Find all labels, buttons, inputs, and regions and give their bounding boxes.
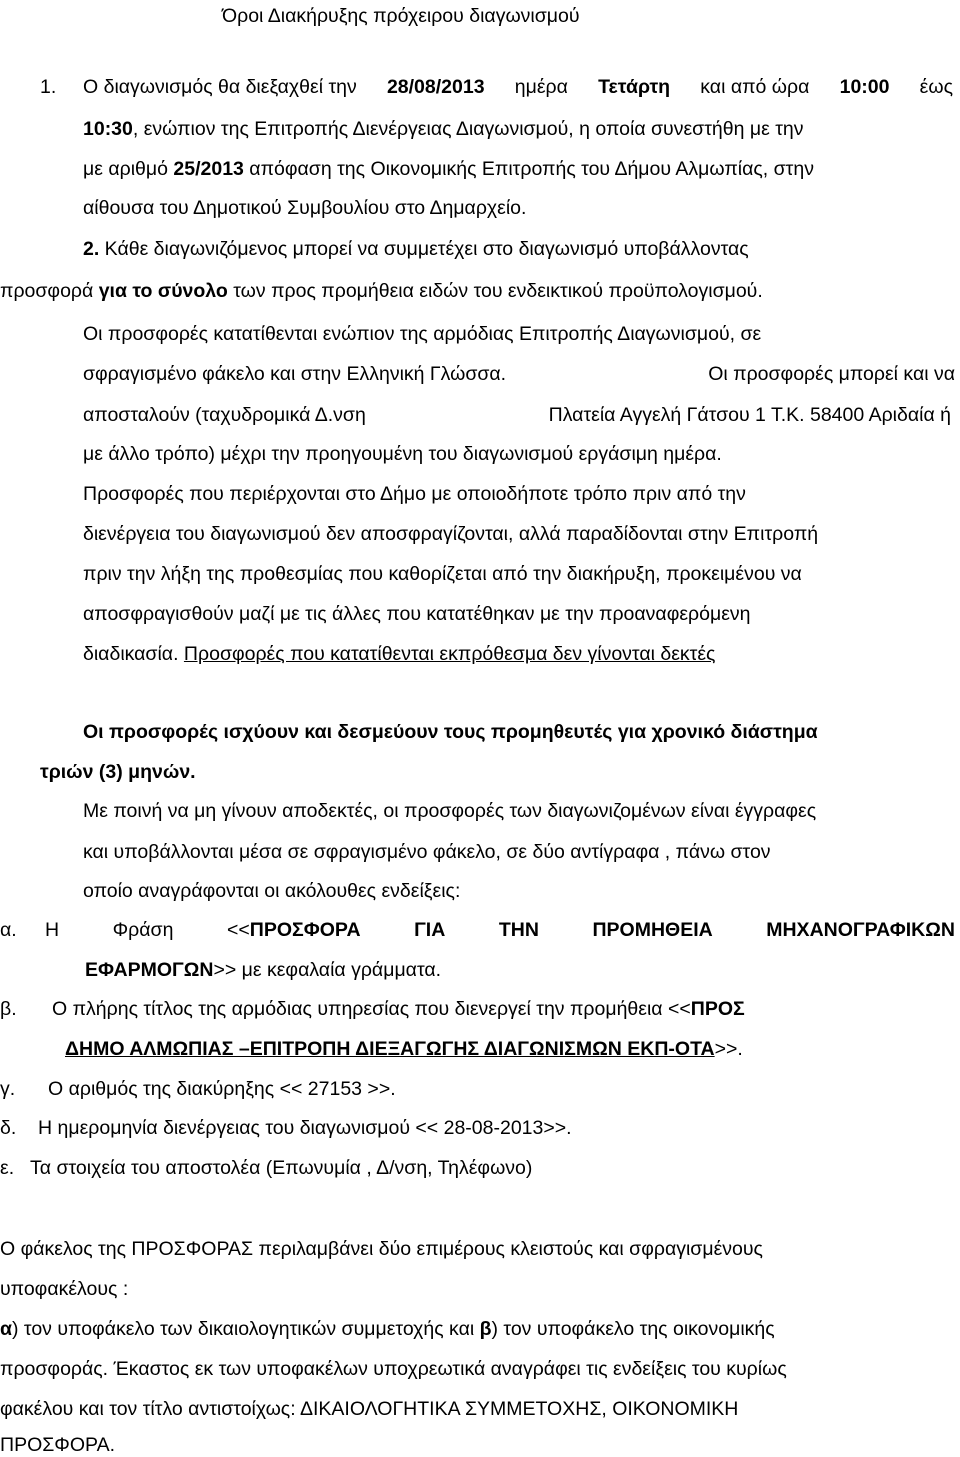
p1-text: , ενώπιον της Επιτροπής Διενέργειας Διαγωνισμού, η οποία συνεστήθη με την [132, 118, 804, 140]
p1-text: έως [919, 76, 953, 98]
item-b-text: Ο πλήρης τίτλος της αρμόδιας υπηρεσίας που διενεργεί την προμήθεια << [52, 998, 691, 1020]
p2-text: Κάθε διαγωνιζόμενος μπορεί να συμμετέχει στο διαγωνισμό υποβάλλοντας [99, 238, 749, 260]
item-b-text: >>. [714, 1038, 743, 1060]
item-number-2-label: 2. [83, 238, 100, 260]
decision-number: 25/2013 [173, 158, 244, 180]
p2-line-4 [83, 362, 955, 386]
p3-line-2: και υποβάλλονται μέσα σε σφραγισμένο φάκελο, σε δύο αντίγραφα , πάνω στον [83, 841, 771, 863]
start-time: 10:00 [839, 76, 890, 98]
item-a-bold-word: ΠΡΟΣΦΟΡΑ [249, 919, 361, 941]
whole-set-phrase: για το σύνολο [98, 280, 228, 302]
item-letter-e: ε. [0, 1157, 15, 1179]
item-a-bold-word: ΜΗΧΑΝΟΓΡΑΦΙΚΩΝ [766, 919, 955, 941]
validity-line-1: Οι προσφορές ισχύουν και δεσμεύουν τους προμηθευτές για χρονικό διάστημα [83, 721, 818, 743]
p4-line-6: ΠΡΟΣΦΟΡΑ. [0, 1434, 116, 1456]
item-a-text: >> με κεφαλαία γράμματα. [213, 959, 442, 981]
contest-day: Τετάρτη [598, 76, 671, 98]
p2-line-9: πριν την λήξη της προθεσμίας που καθορίζεται από την διακήρυξη, προκειμένου να [83, 563, 802, 585]
item-b-line-2 [65, 1037, 743, 1061]
item-a-brackets: << [226, 919, 250, 941]
authority-title: ΔΗΜΟ ΑΛΜΩΠΙΑΣ –ΕΠΙΤΡΟΠΗ ΔΙΕΞΑΓΩΓΗΣ ΔΙΑΓΩΝΙΣΜΩΝ ΕΚΠ-ΟΤΑ [65, 1038, 715, 1060]
p2-line-11 [83, 642, 715, 666]
p1-line-1 [83, 75, 953, 99]
p3-line-1: Με ποινή να μη γίνουν αποδεκτές, οι προσφορές των διαγωνιζομένων είναι έγγραφες [83, 800, 817, 822]
p2-line-10: αποσφραγισθούν μαζί με τις άλλες που κατατέθηκαν με την προαναφερόμενη [83, 603, 751, 625]
item-a-word: Η [45, 919, 60, 941]
p2-text: διαδικασία. [83, 643, 184, 665]
p4-line-5: φακέλου και τον τίτλο αντιστοίχως: ΔΙΚΑΙΟΛΟΓΗΤΙΚΑ ΣΥΜΜΕΤΟΧΗΣ, ΟΙΚΟΝΟΜΙΚΗ [0, 1398, 739, 1420]
item-number-1: 1. [40, 76, 57, 98]
item-a-bold-word: ΤΗΝ [498, 919, 539, 941]
late-offers-note: Προσφορές που κατατίθενται εκπρόθεσμα δεν γίνονται δεκτές [183, 643, 716, 665]
p1-text: Ο διαγωνισμός θα διεξαχθεί την [83, 76, 357, 98]
item-c-text: Ο αριθμός της διακύρηξης << 27153 >>. [48, 1078, 396, 1100]
p2-line-8: διενέργεια του διαγωνισμού δεν αποσφραγίζονται, αλλά παραδίδονται στην Επιτροπή [83, 523, 819, 545]
postal-address: Πλατεία Αγγελή Γάτσου 1 Τ.Κ. 58400 Αριδαία ή [548, 404, 951, 426]
item-a-bold-word: ΓΙΑ [414, 919, 446, 941]
p4-line-2: υποφακέλους : [0, 1278, 129, 1300]
item-letter-a: α. [0, 919, 17, 941]
p2-line-6: με άλλο τρόπο) μέχρι την προηγουμένη του διαγωνισμού εργάσιμη ημέρα. [83, 443, 722, 465]
item-number-2 [83, 237, 749, 261]
item-letter-d: δ. [0, 1117, 17, 1139]
item-e-text: Τα στοιχεία του αποστολέα (Επωνυμία , Δ/νση, Τηλέφωνο) [30, 1157, 533, 1179]
item-b-bold: ΠΡΟΣ [690, 998, 745, 1020]
item-a-word [227, 918, 361, 942]
p2-text: σφραγισμένο φάκελο και στην Ελληνική Γλώσσα. [83, 363, 507, 385]
item-letter-b: β. [0, 998, 17, 1020]
item-a-bold-word: ΠΡΟΜΗΘΕΙΑ [592, 919, 713, 941]
p4-text: ) τον υποφάκελο των δικαιολογητικών συμμετοχής και [12, 1318, 480, 1340]
p1-text: και από ώρα [700, 76, 810, 98]
item-a-line-1 [45, 918, 955, 942]
item-a-word: Φράση [112, 919, 174, 941]
p2-line-3: Οι προσφορές κατατίθενται ενώπιον της αρμόδιας Επιτροπής Διαγωνισμού, σε [83, 323, 762, 345]
contest-date: 28/08/2013 [386, 76, 485, 98]
item-letter-c: γ. [0, 1078, 16, 1100]
p2-line-2 [0, 279, 763, 303]
item-d-text: Η ημερομηνία διενέργειας του διαγωνισμού << 28-08-2013>>. [38, 1117, 572, 1139]
p1-text: με αριθμό [83, 158, 174, 180]
p2-text: αποσταλούν (ταχυδρομικά Δ.νση [83, 404, 366, 426]
sub-envelope-a-label: α [0, 1318, 12, 1340]
p2-line-7: Προσφορές που περιέρχονται στο Δήμο με οποιοδήποτε τρόπο πριν από την [83, 483, 746, 505]
p2-line-5 [83, 403, 951, 427]
sub-envelope-b-label: β [479, 1318, 492, 1340]
p4-line-1: Ο φάκελος της ΠΡΟΣΦΟΡΑΣ περιλαμβάνει δύο επιμέρους κλειστούς και σφραγισμένους [0, 1238, 763, 1260]
p1-line-4: αίθουσα του Δημοτικού Συμβουλίου στο Δημαρχείο. [83, 197, 527, 219]
item-b-line-1 [52, 997, 745, 1021]
p1-line-3 [83, 157, 814, 181]
p2-text: Οι προσφορές μπορεί και να [708, 363, 955, 385]
p4-text: ) τον υποφάκελο της οικονομικής [491, 1318, 775, 1340]
p3-line-3: οποίο αναγράφονται οι ακόλουθες ενδείξεις: [83, 880, 461, 902]
item-a-bold-word: ΕΦΑΡΜΟΓΩΝ [85, 959, 214, 981]
p1-line-2 [83, 117, 953, 141]
validity-line-2: τριών (3) μηνών. [40, 761, 196, 783]
end-time: 10:30 [83, 118, 133, 140]
p4-line-4: προσφοράς. Έκαστος εκ των υποφακέλων υποχρεωτικά αναγράφει τις ενδείξεις του κυρίως [0, 1358, 787, 1380]
page-title: Όροι Διακήρυξης πρόχειρου διαγωνισμού [222, 5, 580, 27]
item-a-line-2 [85, 958, 441, 982]
p4-line-3 [0, 1317, 775, 1341]
p1-text: απόφαση της Οικονομικής Επιτροπής του Δήμου Αλμωπίας, στην [243, 158, 814, 180]
p2-text: προσφορά [0, 280, 99, 302]
p2-text: των προς προμήθεια ειδών του ενδεικτικού προϋπολογισμού. [227, 280, 763, 302]
p1-text: ημέρα [514, 76, 568, 98]
